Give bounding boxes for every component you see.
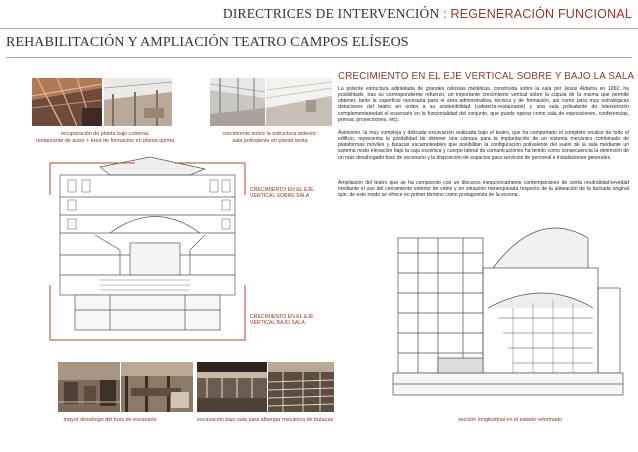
photo-roof-interior <box>266 78 332 126</box>
label-growth-below <box>250 314 313 327</box>
cross-section-drawing <box>40 155 250 345</box>
caption-top-left-line2: restaurante de autor + área de formación en planta quinta <box>35 137 174 144</box>
label-growth-above-line2: VERTICAL SOBRE SALA <box>250 193 310 200</box>
header-divider <box>0 28 638 29</box>
label-growth-below-line1: CRECIMIENTO EN EL EJE <box>250 314 314 320</box>
label-growth-above-line1: CRECIMIENTO EN EL EJE <box>250 187 314 193</box>
caption-top-right <box>200 131 340 144</box>
caption-longitudinal-section: sección longitudinal en el estado reformado <box>458 417 562 423</box>
section-title: CRECIMIENTO EN EL EJE VERTICAL SOBRE Y BAJO LA SALA <box>338 71 635 82</box>
header-accent: REGENERACIÓN FUNCIONAL <box>450 7 632 21</box>
photo-excavation-2 <box>268 362 334 412</box>
photo-multipurpose-hall <box>210 78 265 126</box>
title-divider <box>6 57 632 58</box>
paragraph-2: Asimismo, la muy compleja y delicada excavación realizada bajo el teatro, que ha comportado el completo recalce de todo el edificio, representa la posibilidad de obtener una cámara para la implantación de un sistema mecánico combinado de plataformas móviles y butacas escamoteables que posibilitan la configuración polivalente del suelo de la sala mediante un sistema mixto elevación bajo la caja escénica y cuerpo lateral de comunicaciones ha tenido como consecuencia la obtención de un más desahogado foso de escenario y la disposición de espacios para servicios de personal e instalaciones generales. <box>338 130 629 161</box>
caption-top-left-line1: recuperación de planta bajo cubierta: <box>60 131 150 137</box>
paragraph-3: Ampliación del teatro que se ha compuesto con un discurso inequívocamente contemporáneo de cierta neutralidad-levedad mediante el uso del cerramiento exterior de vidrio y en situación retranqueada respecto de la alineación de la fachada original que, de este modo se ofrece en primer término como protagonista de la escena. <box>338 180 629 199</box>
caption-top-right-line1: crecimiento sobre la estructura anterior: <box>222 131 318 137</box>
caption-excavation: excavación bajo sala para albergar mecánica de butacas <box>196 417 334 423</box>
header <box>196 6 632 22</box>
photo-stage-pit-2 <box>121 362 193 412</box>
photo-stage-pit-1 <box>58 362 120 412</box>
photo-restaurant-space <box>104 78 172 126</box>
photo-roof-structure <box>32 78 102 126</box>
caption-stage-pit: mayor desahogo del foso de escenario <box>63 417 157 423</box>
paragraph-1: La potente estructura adintelada de grandes celosías metálicas, construida sobre la sala por Jesús Aldama en 1992, ha posibilitado, tras su correspondiente refuerzo, un importante crecimiento vertical sobre la cúpula de la misma que permite obtener, tanto la superficie necesaria para el área administrativa, técnica y de formación, así como para muy estratégicas dotaciones del teatro en orden a su sostenibilidad (cafetería-restaurante) y una sala polivalente de intervención complementariedad el escenario en la funcionalidad del conjunto, que puede operar como sala de exposiciones, conferencias, prensa, proyecciones, etc). <box>338 86 629 123</box>
header-separator: : <box>439 7 451 21</box>
label-growth-below-line2: VERTICAL BAJO SALA <box>250 320 305 327</box>
caption-top-left <box>0 131 210 144</box>
caption-top-right-line2: sala polivalente en planta sexta <box>232 137 308 144</box>
label-growth-above <box>250 187 313 200</box>
header-main: DIRECTRICES DE INTERVENCIÓN <box>222 6 440 21</box>
photo-excavation-1 <box>197 362 267 412</box>
longitudinal-section-drawing <box>338 198 632 408</box>
page-title: REHABILITACIÓN Y AMPLIACIÓN TEATRO CAMPOS ELÍSEOS <box>6 35 409 50</box>
